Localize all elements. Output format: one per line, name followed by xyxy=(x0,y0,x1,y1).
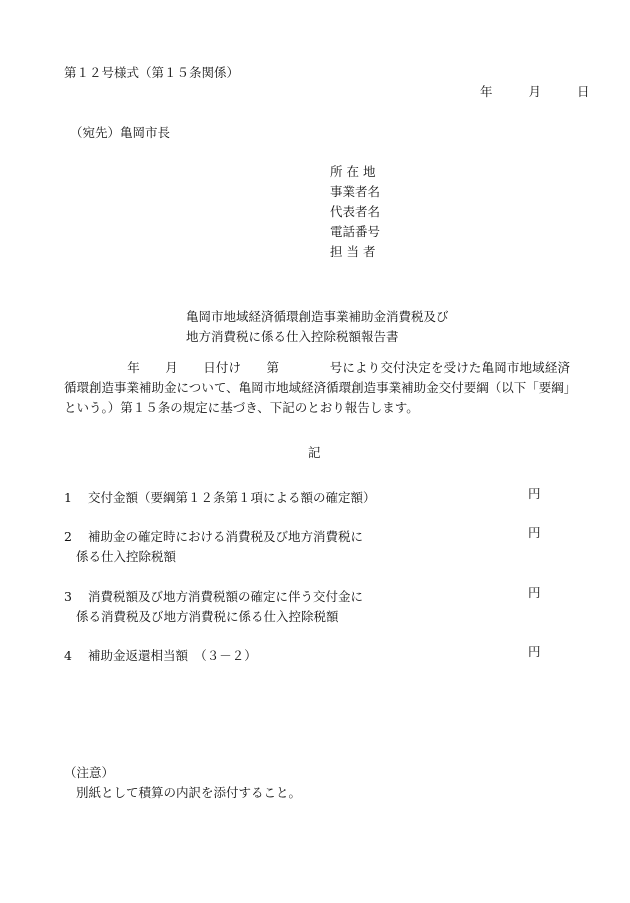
document-title xyxy=(186,307,449,347)
item-1-unit: 円 xyxy=(528,486,541,501)
item-text-continued: 係る仕入控除税額 xyxy=(76,549,177,564)
addressee: （宛先）亀岡市長 xyxy=(70,125,171,140)
item-text: 消費税額及び地方消費税額の確定に伴う交付金に xyxy=(88,589,364,604)
item-3 xyxy=(64,587,363,627)
sender-phone-label: 電話番号 xyxy=(330,224,381,239)
item-text: 補助金返還相当額 （３－２） xyxy=(88,648,257,663)
note-heading: （注意） xyxy=(64,765,115,780)
item-number: 3 xyxy=(64,589,72,604)
item-3-unit: 円 xyxy=(528,585,541,600)
item-text-continued: 係る消費税及び地方消費税に係る仕入控除税額 xyxy=(76,609,339,624)
sender-business-name-label: 事業者名 xyxy=(330,184,381,199)
item-text: 補助金の確定時における消費税及び地方消費税に xyxy=(88,529,364,544)
body-paragraph: 年 月 日付け 第 号により交付決定を受けた亀岡市地域経済循環創造事業補助金について、亀岡市地域経済循環創造事業補助金交付要綱（以下「要綱」という。）第１５条の規定に基づき、下記のとおり報告します。 xyxy=(64,360,570,415)
form-number: 第１２号様式（第１５条関係） xyxy=(64,65,240,80)
item-number: 1 xyxy=(64,490,72,505)
item-4 xyxy=(64,646,257,666)
report-date xyxy=(480,86,589,99)
sender-info xyxy=(330,166,380,266)
sender-address-label: 所 在 地 xyxy=(330,164,376,179)
date-day-label: 日 xyxy=(576,84,590,99)
date-month-label: 月 xyxy=(528,84,541,99)
date-year-label: 年 xyxy=(480,84,493,99)
ki-heading: 記 xyxy=(308,445,321,460)
item-4-unit: 円 xyxy=(528,644,541,659)
item-1 xyxy=(64,488,376,508)
sender-contact-person-label: 担 当 者 xyxy=(330,244,376,259)
title-line-1: 亀岡市地域経済循環創造事業補助金消費税及び xyxy=(186,309,449,324)
title-line-2: 地方消費税に係る仕入控除税額報告書 xyxy=(186,329,399,344)
item-text: 交付金額（要綱第１２条第１項による額の確定額） xyxy=(88,490,376,505)
item-2 xyxy=(64,527,363,567)
item-number: 2 xyxy=(64,529,72,544)
sender-representative-label: 代表者名 xyxy=(330,204,381,219)
item-2-unit: 円 xyxy=(528,525,541,540)
note-text: 別紙として積算の内訳を添付すること。 xyxy=(76,785,302,800)
item-number: 4 xyxy=(64,648,72,663)
